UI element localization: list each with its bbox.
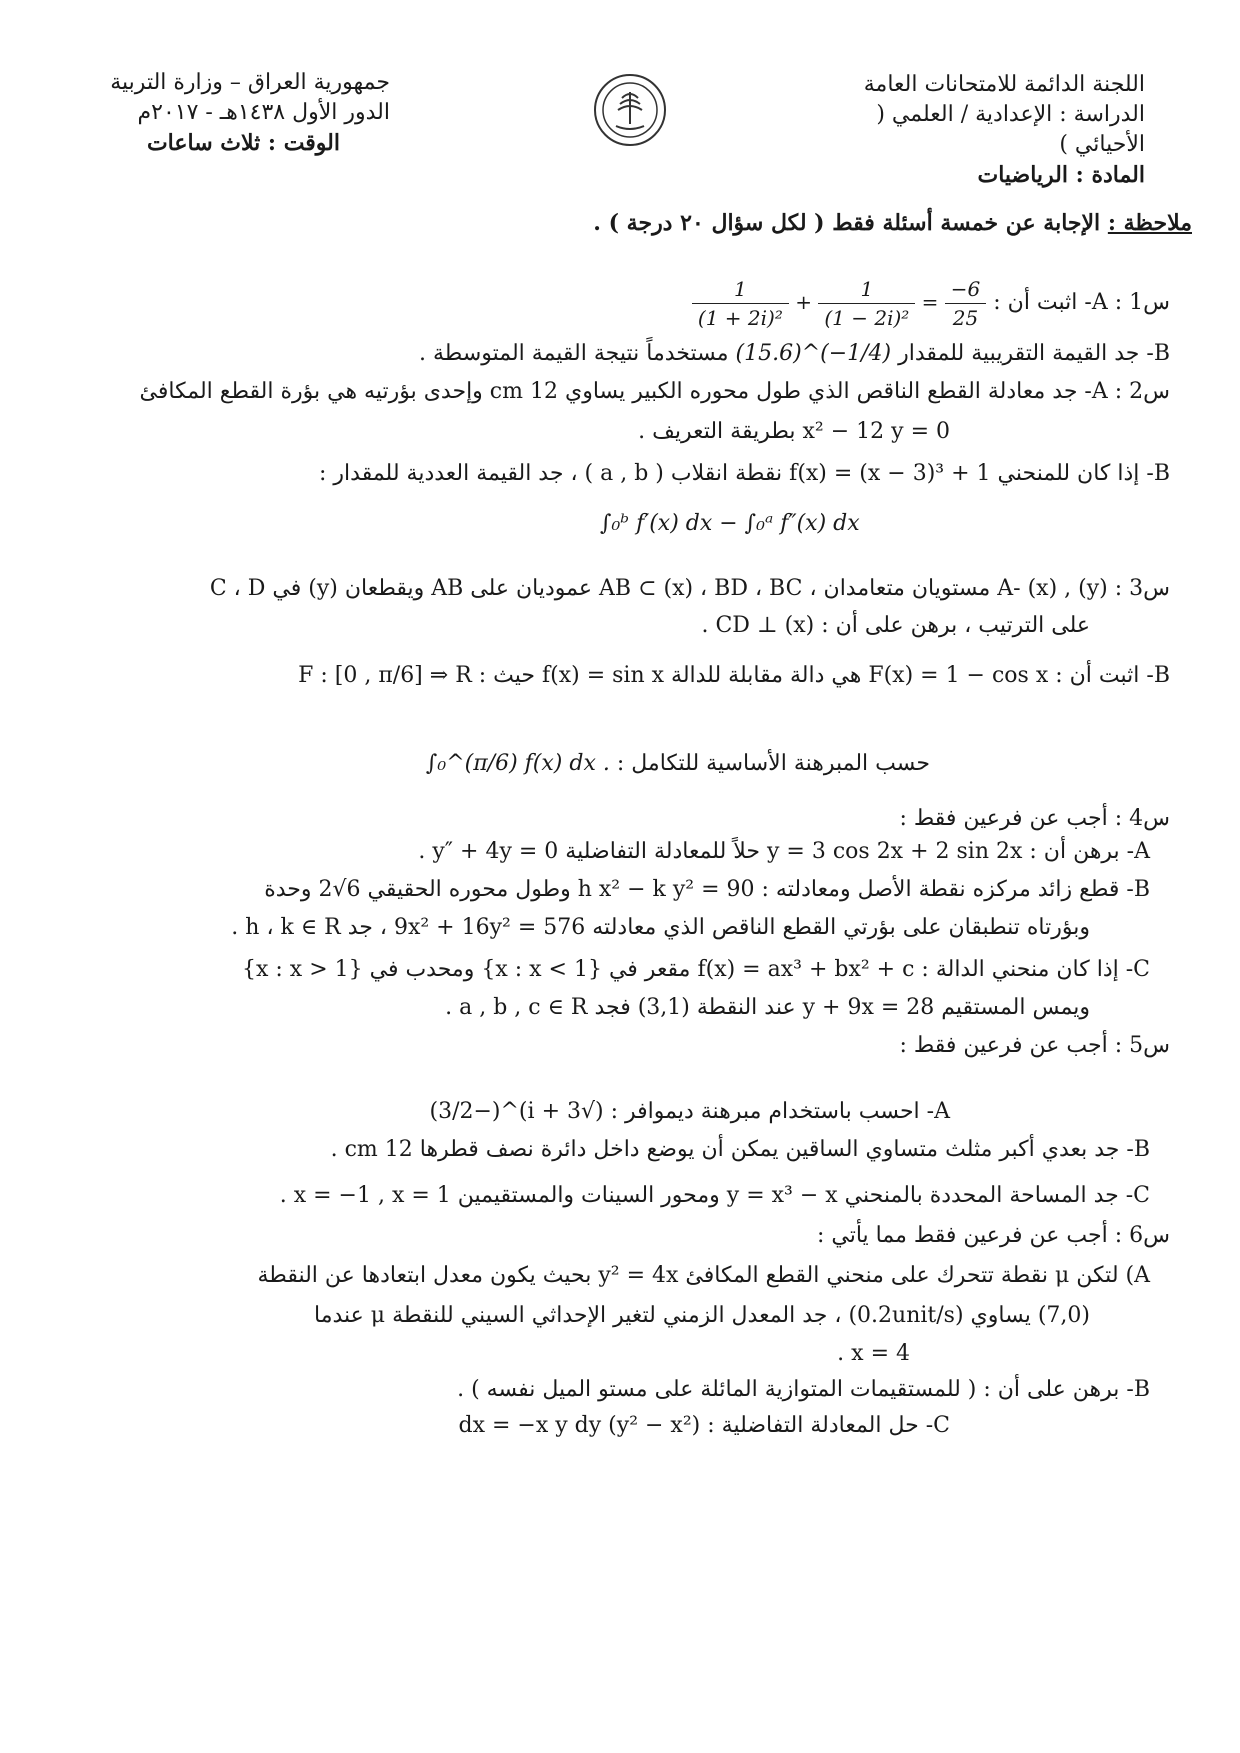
q3-b-line2: حسب المبرهنة الأساسية للتكامل : ∫₀^(π/6) f(x) dx . [425, 751, 930, 776]
header-right-block [815, 70, 1145, 190]
q4-b-line1: B- قطع زائد مركزه نقطة الأصل ومعادلته : h x² − k y² = 90 وطول محوره الحقيقي 6√2 وحدة [264, 877, 1150, 902]
q2-a-line1: س2 : A- جد معادلة القطع الناقص الذي طول محوره الكبير يساوي 12 cm وإحدى بؤرتيه هي بؤرة القطع المكافئ [139, 379, 1170, 404]
q3-a-line2: على الترتيب ، برهن على أن : CD ⊥ (x) . [701, 613, 1090, 638]
q4-c-line2: ويمس المستقيم y + 9x = 28 عند النقطة (3,1) فجد a , b , c ∈ R . [445, 995, 1090, 1020]
q6-b: B- برهن على أن : ( للمستقيمات المتوازية المائلة على مستو الميل نفسه ) . [457, 1377, 1150, 1402]
q5-intro: س5 : أجب عن فرعين فقط : [899, 1033, 1170, 1058]
exam-note [312, 210, 1192, 236]
exam-duration: الوقت : ثلاث ساعات [146, 130, 340, 156]
republic-ministry: جمهورية العراق – وزارة التربية [110, 70, 390, 95]
q5-a: A- احسب باستخدام مبرهنة ديموافر : (√3 + i)^(−3/2) [429, 1099, 950, 1124]
q1-a: س1 : A- اثبت أن : $\frac{1}{\text{(1 + 2i)²}}$ + $\frac{1}{\text{(1 − 2i)²}}$ = $\frac{-6}{25}$ [692, 275, 1170, 332]
q6-a-line3: x = 4 . [837, 1341, 910, 1366]
committee-title: اللجنة الدائمة للامتحانات العامة [863, 72, 1145, 97]
subject-label: المادة : الرياضيات [977, 162, 1145, 188]
exam-session: الدور الأول ١٤٣٨هـ - ٢٠١٧م [137, 100, 390, 125]
q1-f1: $\frac{1}{\text{(1 + 2i)²}}$ [692, 275, 789, 332]
q6-intro: س6 : أجب عن فرعين فقط مما يأتي : [816, 1223, 1170, 1248]
q1-b-math: (15.6)^(−1/4) [735, 341, 892, 366]
q4-a: A- برهن أن : y = 3 cos 2x + 2 sin 2x حلاً للمعادلة التفاضلية y″ + 4y = 0 . [418, 839, 1150, 864]
q6-a-line1: A) لتكن μ نقطة تتحرك على منحني القطع المكافئ y² = 4x بحيث يكون معدل ابتعادها عن النقطة [257, 1263, 1150, 1288]
q5-b: B- جد بعدي أكبر مثلث متساوي الساقين يمكن أن يوضع داخل دائرة نصف قطرها 12 cm . [330, 1137, 1150, 1162]
q1-rhs: $\frac{-6}{25}$ [945, 275, 986, 332]
q4-intro: س4 : أجب عن فرعين فقط : [899, 806, 1170, 831]
q2-a-line2: x² − 12 y = 0 بطريقة التعريف . [638, 419, 950, 444]
header-left-block [70, 68, 390, 158]
q4-b-line2: وبؤرتاه تنطبقان على بؤرتي القطع الناقص الذي معادلته 9x² + 16y² = 576 ، جد h ، k ∈ R . [231, 915, 1090, 940]
q6-c: C- حل المعادلة التفاضلية : (y² − x²) dx = −x y dy [458, 1413, 950, 1438]
q4-c-line1: C- إذا كان منحني الدالة : f(x) = ax³ + bx² + c مقعر في {x : x < 1} ومحدب في {x : x > 1} [241, 957, 1150, 982]
q6-a-line2: (7,0) يساوي (0.2unit/s) ، جد المعدل الزمني لتغير الإحداثي السيني للنقطة μ عندما [314, 1303, 1090, 1328]
q2-b-math: ∫₀ᵇ f′(x) dx − ∫₀ᵃ f″(x) dx [600, 511, 860, 536]
q3-b-math: ∫₀^(π/6) f(x) dx . [425, 751, 610, 776]
q5-c: C- جد المساحة المحددة بالمنحني y = x³ − x ومحور السينات والمستقيمين x = −1 , x = 1 . [279, 1183, 1150, 1208]
q2-b-line1: B- إذا كان للمنحني f(x) = (x − 3)³ + 1 نقطة انقلاب ( a , b ) ، جد القيمة العددية للمقدار : [319, 461, 1170, 486]
note-label: ملاحظة : [1107, 210, 1192, 236]
ministry-seal-icon [592, 72, 668, 148]
note-text: الإجابة عن خمسة أسئلة فقط ( لكل سؤال ٢٠ درجة ) . [593, 210, 1101, 236]
q1-a-label: س1 : A- اثبت أن : [993, 290, 1170, 315]
q1-b: B- جد القيمة التقريبية للمقدار (15.6)^(−1/4) مستخدماً نتيجة القيمة المتوسطة . [418, 341, 1170, 366]
q1-f2: $\frac{1}{\text{(1 − 2i)²}}$ [818, 275, 915, 332]
q3-a-line1: س3 : A- (x) , (y) مستويان متعامدان ، AB ⊂ (x) ، BD ، BC عموديان على AB ويقطعان (y) في C ، D [209, 576, 1170, 601]
q3-b-line1: B- اثبت أن : F(x) = 1 − cos x هي دالة مقابلة للدالة f(x) = sin x حيث : F : [0 , π/6] ⇒ R [298, 663, 1170, 688]
study-branch: الدراسة : الإعدادية / العلمي ( الأحيائي ) [876, 102, 1145, 157]
